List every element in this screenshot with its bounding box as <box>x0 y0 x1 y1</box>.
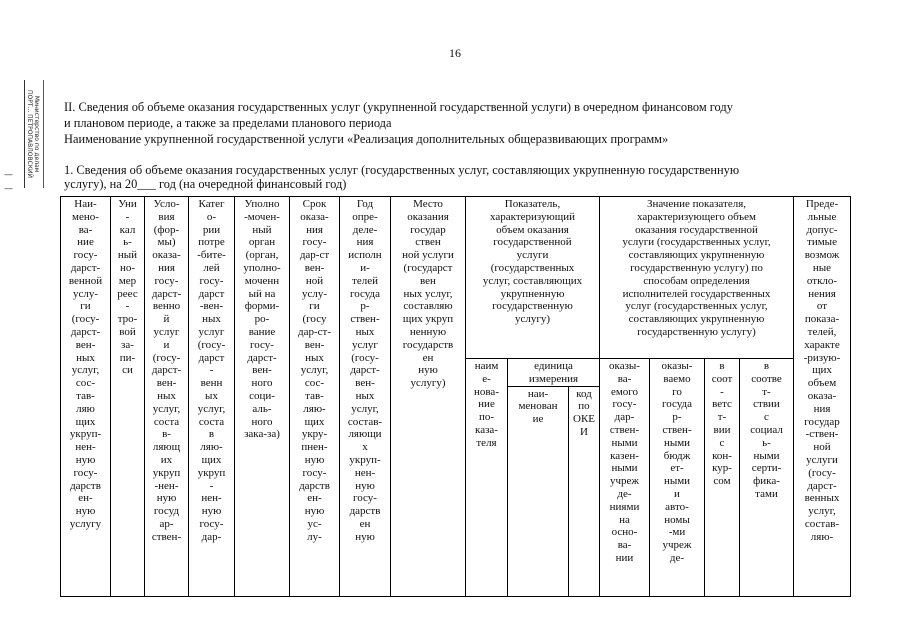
page-number: 16 <box>449 46 461 60</box>
unit-code-cell: код по ОКЕ И <box>569 386 600 596</box>
side-stamp <box>10 80 46 198</box>
value-header: Значение показателя, характеризующего объем оказания государственной услуги (государственных услуг, составляющих укрупненную государственную услугу) по способам определения исполнителей государственных услуг (государственных услуг, составляющих укрупненную государственную услугу) <box>600 197 794 359</box>
indicator-header: Показатель, характеризующий объем оказания государственной услуги (государственных услуг, составляющих укрупненную государственную услугу) <box>466 197 600 359</box>
section-heading <box>64 99 733 147</box>
col-allowed-deviations: Преде- льные допус- тимые возмож ные откло- нения от показа- телей, характе -ризую- щих объем оказа- ния государ -ствен- ной услуги (госу- дарст- венных услуг, состав- ляю- <box>794 197 851 597</box>
stamp-line-2: ПОРТ... ПЕТРОПАВЛОВСКИЙ <box>26 90 33 178</box>
margin-mark: — <box>4 170 13 180</box>
heading-line: Наименование укрупненной государственной услуги «Реализация дополнительных общеразвивающих программ» <box>64 132 669 146</box>
subheading-line: услугу), на 20___ год (на очередной финансовый год) <box>64 177 347 191</box>
col-service-place: Место оказания государ ствен ной услуги (государст вен ных услуг, составляю щих укруп ненную государств ен ную услугу) <box>391 197 466 597</box>
col-service-conditions: Усло- вия (фор- мы) оказа- ния госу- дарст- венно й услуг и (госу- дарст- вен- ных услуг, соста в- ляющ их укруп -нен- ную госуд ар- ствен- <box>145 197 189 597</box>
stamp-text <box>26 90 40 178</box>
value-state-institutions: оказы- ва- емого госу- дар- ствен- ными казен- ными учреж де- ниями на осно- ва- нии <box>600 359 650 597</box>
stamp-line-1: Министерство по делам <box>33 95 40 173</box>
value-budget-institutions: оказы- ваемо го госуда р- ствен- ными бюдж ет- ными и авто- номы -ми учреж де- <box>650 359 705 597</box>
subheading-line: 1. Сведения об объеме оказания государственных услуг (государственных услуг, составляющих укрупненную государственную <box>64 163 740 177</box>
heading-line: и плановом периоде, а также за пределами планового периода <box>64 116 392 130</box>
margin-mark: — <box>4 184 13 194</box>
heading-line: II. Сведения об объеме оказания государственных услуг (укрупненной государственной услуги) в очередном финансовом году <box>64 100 733 114</box>
services-volume-table <box>60 196 851 597</box>
col-service-name: Наи- мено- ва- ние госу- дарст- венной услу- ги (госу- дарст- вен- ных услуг, сос- тав- ляю щих укруп- нен- ную госу- дарств ен- ную услугу <box>61 197 111 597</box>
unit-header: единица измерения <box>508 359 600 387</box>
col-consumer-categories: Катег о- рии потре -бите- лей госу- дарст -вен- ных услуг (госу- дарст - венн ых услуг, соста в ляю- щих укруп - нен- ную госу- дар- <box>189 197 235 597</box>
value-competition: в соот - ветс т- вии с кон- кур- сом <box>705 359 740 597</box>
col-authorized-body: Уполно -мочен- ный орган (орган, уполно- моченн ый на форми- ро- вание госу- дарст- вен- ного соци- аль- ного зака-за) <box>235 197 290 597</box>
subsection-heading <box>64 163 739 191</box>
unit-name-cell: наи- менован ие <box>508 386 569 596</box>
col-year-of-determination: Год опре- деле- ния исполн и- телей госуда р- ствен- ных услуг (госу- дарст- вен- ных услуг, состав- ляющи х укруп- нен- ную госу- дарств ен ную <box>340 197 391 597</box>
indicator-name-cell: наим е- нова- ние по- каза- теля <box>466 359 508 597</box>
col-registry-number: Уни - кал ь- ный но- мер реес - тро- вой за- пи- си <box>111 197 145 597</box>
value-social-certificates: в соотве т- ствии с социал ь- ными серти- фика- тами <box>740 359 794 597</box>
col-service-term: Срок оказа- ния госу- дар-ст вен- ной услу- ги (госу дар-ст- вен- ных услуг, сос- тав- ляю- щих укру- пнен- ную госу- дарств ен- ную ус- лу- <box>290 197 340 597</box>
